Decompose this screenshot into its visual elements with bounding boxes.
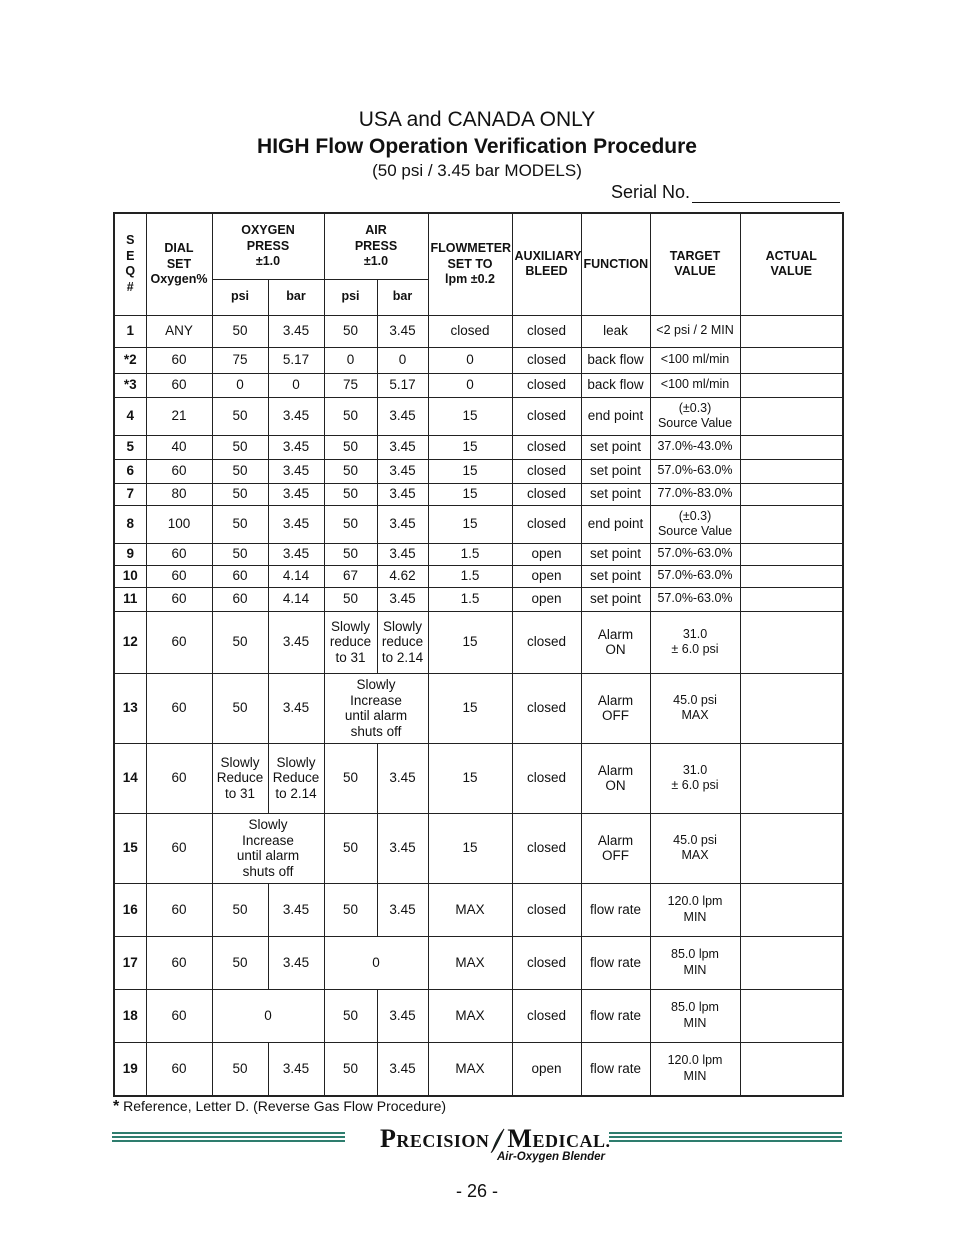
- table-row: [114, 743, 843, 813]
- oxygen-bar-cell: 3.45: [268, 435, 324, 459]
- dial-set-cell: 60: [146, 673, 212, 743]
- air-psi-cell: 50: [324, 315, 377, 347]
- table-row: [114, 347, 843, 373]
- dial-set-cell: 60: [146, 813, 212, 883]
- function-cell: back flow: [581, 373, 650, 397]
- auxiliary-bleed-cell: open: [512, 587, 581, 611]
- table-row: [114, 565, 843, 587]
- function-cell: set point: [581, 459, 650, 483]
- oxygen-psi-cell: 50: [212, 315, 268, 347]
- target-value-cell: (±0.3) Source Value: [650, 397, 740, 435]
- target-value-cell: (±0.3) Source Value: [650, 505, 740, 543]
- dial-set-cell: 60: [146, 1042, 212, 1096]
- oxygen-psi-cell: 50: [212, 1042, 268, 1096]
- title-line-3: (50 psi / 3.45 bar MODELS): [372, 161, 582, 180]
- target-value-cell: 120.0 lpm MIN: [650, 883, 740, 936]
- seq-cell: *2: [114, 347, 146, 373]
- product-subtitle: Air-Oxygen Blender: [497, 1151, 605, 1163]
- flowmeter-cell: MAX: [428, 1042, 512, 1096]
- actual-value-cell[interactable]: [740, 315, 843, 347]
- oxygen-press-cell: 0: [212, 989, 324, 1042]
- decorative-band-right: [609, 1132, 842, 1143]
- header-oxygen-press: OXYGEN PRESS ±1.0: [212, 213, 324, 279]
- header-oxygen-psi: psi: [212, 279, 268, 315]
- auxiliary-bleed-cell: closed: [512, 483, 581, 505]
- table-row: [114, 483, 843, 505]
- oxygen-bar-cell: 3.45: [268, 673, 324, 743]
- flowmeter-cell: 15: [428, 611, 512, 673]
- oxygen-bar-cell: 4.14: [268, 587, 324, 611]
- air-press-cell: Slowly Increase until alarm shuts off: [324, 673, 428, 743]
- function-cell: set point: [581, 543, 650, 565]
- oxygen-psi-cell: 0: [212, 373, 268, 397]
- serial-label: Serial No.: [611, 182, 691, 202]
- air-psi-cell: 50: [324, 813, 377, 883]
- oxygen-psi-cell: 60: [212, 587, 268, 611]
- air-psi-cell: 50: [324, 883, 377, 936]
- dial-set-cell: 40: [146, 435, 212, 459]
- auxiliary-bleed-cell: closed: [512, 989, 581, 1042]
- table-row: [114, 435, 843, 459]
- function-cell: Alarm ON: [581, 611, 650, 673]
- seq-cell: 14: [114, 743, 146, 813]
- actual-value-cell[interactable]: [740, 483, 843, 505]
- actual-value-cell[interactable]: [740, 373, 843, 397]
- table-row: [114, 611, 843, 673]
- oxygen-psi-cell: 50: [212, 543, 268, 565]
- dial-set-cell: 100: [146, 505, 212, 543]
- function-cell: flow rate: [581, 936, 650, 989]
- flowmeter-cell: 0: [428, 347, 512, 373]
- flowmeter-cell: closed: [428, 315, 512, 347]
- oxygen-psi-cell: 50: [212, 936, 268, 989]
- target-value-cell: 31.0 ± 6.0 psi: [650, 743, 740, 813]
- air-bar-cell: 3.45: [377, 435, 428, 459]
- oxygen-press-cell: Slowly Increase until alarm shuts off: [212, 813, 324, 883]
- header-air-bar: bar: [377, 279, 428, 315]
- title-line-1: USA and CANADA ONLY: [358, 108, 596, 131]
- air-psi-cell: 75: [324, 373, 377, 397]
- table-row: [114, 989, 843, 1042]
- seq-cell: 18: [114, 989, 146, 1042]
- flowmeter-cell: MAX: [428, 989, 512, 1042]
- seq-cell: 19: [114, 1042, 146, 1096]
- table-row: [114, 315, 843, 347]
- auxiliary-bleed-cell: closed: [512, 813, 581, 883]
- air-bar-cell: 3.45: [377, 397, 428, 435]
- seq-cell: 15: [114, 813, 146, 883]
- oxygen-bar-cell: 3.45: [268, 397, 324, 435]
- function-cell: set point: [581, 587, 650, 611]
- air-bar-cell: 3.45: [377, 483, 428, 505]
- seq-cell: 5: [114, 435, 146, 459]
- page-number: - 26 -: [455, 1181, 498, 1201]
- air-bar-cell: 3.45: [377, 883, 428, 936]
- target-value-cell: <100 ml/min: [650, 373, 740, 397]
- oxygen-bar-cell: 3.45: [268, 883, 324, 936]
- seq-cell: *3: [114, 373, 146, 397]
- table-row: [114, 373, 843, 397]
- actual-value-cell[interactable]: [740, 505, 843, 543]
- function-cell: Alarm OFF: [581, 813, 650, 883]
- header-actual-value: ACTUAL VALUE: [740, 213, 843, 315]
- air-psi-cell: 50: [324, 543, 377, 565]
- target-value-cell: 57.0%-63.0%: [650, 459, 740, 483]
- table-row: [114, 505, 843, 543]
- actual-value-cell[interactable]: [740, 989, 843, 1042]
- actual-value-cell[interactable]: [740, 347, 843, 373]
- oxygen-psi-cell: 60: [212, 565, 268, 587]
- target-value-cell: 45.0 psi MAX: [650, 813, 740, 883]
- header-air-press: AIR PRESS ±1.0: [324, 213, 428, 279]
- seq-cell: 9: [114, 543, 146, 565]
- flowmeter-cell: 15: [428, 813, 512, 883]
- dial-set-cell: 60: [146, 936, 212, 989]
- air-psi-cell: 50: [324, 459, 377, 483]
- header-flowmeter: FLOWMETER SET TO lpm ±0.2: [428, 213, 512, 315]
- oxygen-psi-cell: 50: [212, 611, 268, 673]
- auxiliary-bleed-cell: closed: [512, 459, 581, 483]
- header-dial-set: DIAL SET Oxygen%: [146, 213, 212, 315]
- oxygen-bar-cell: 3.45: [268, 459, 324, 483]
- oxygen-psi-cell: 50: [212, 483, 268, 505]
- air-bar-cell: 3.45: [377, 505, 428, 543]
- actual-value-cell[interactable]: [740, 936, 843, 989]
- actual-value-cell[interactable]: [740, 587, 843, 611]
- flowmeter-cell: 15: [428, 459, 512, 483]
- actual-value-cell[interactable]: [740, 397, 843, 435]
- target-value-cell: 45.0 psi MAX: [650, 673, 740, 743]
- oxygen-bar-cell: 0: [268, 373, 324, 397]
- header-oxygen-bar: bar: [268, 279, 324, 315]
- function-cell: end point: [581, 505, 650, 543]
- table-row: [114, 673, 843, 743]
- function-cell: back flow: [581, 347, 650, 373]
- air-bar-cell: 3.45: [377, 543, 428, 565]
- table-row: [114, 459, 843, 483]
- oxygen-bar-cell: 3.45: [268, 936, 324, 989]
- oxygen-bar-cell: Slowly Reduce to 2.14: [268, 743, 324, 813]
- auxiliary-bleed-cell: closed: [512, 435, 581, 459]
- oxygen-bar-cell: 3.45: [268, 611, 324, 673]
- oxygen-psi-cell: 50: [212, 397, 268, 435]
- oxygen-psi-cell: 50: [212, 883, 268, 936]
- dial-set-cell: 60: [146, 543, 212, 565]
- precision-medical-logo: PRECISION MEDICAL.: [380, 1124, 611, 1153]
- oxygen-bar-cell: 3.45: [268, 483, 324, 505]
- air-psi-cell: 50: [324, 1042, 377, 1096]
- oxygen-psi-cell: 50: [212, 673, 268, 743]
- dial-set-cell: 60: [146, 743, 212, 813]
- actual-value-cell[interactable]: [740, 543, 843, 565]
- oxygen-psi-cell: 50: [212, 435, 268, 459]
- footnote: * Reference, Letter D. (Reverse Gas Flow Procedure): [113, 1098, 447, 1115]
- function-cell: flow rate: [581, 883, 650, 936]
- flowmeter-cell: 15: [428, 483, 512, 505]
- seq-cell: 17: [114, 936, 146, 989]
- verification-table: [113, 212, 844, 1097]
- air-bar-cell: 3.45: [377, 989, 428, 1042]
- auxiliary-bleed-cell: closed: [512, 883, 581, 936]
- header-auxiliary-bleed: AUXILIARY BLEED: [512, 213, 581, 315]
- oxygen-bar-cell: 3.45: [268, 505, 324, 543]
- auxiliary-bleed-cell: closed: [512, 673, 581, 743]
- dial-set-cell: ANY: [146, 315, 212, 347]
- actual-value-cell[interactable]: [740, 673, 843, 743]
- table-row: [114, 936, 843, 989]
- air-bar-cell: 5.17: [377, 373, 428, 397]
- actual-value-cell[interactable]: [740, 565, 843, 587]
- function-cell: set point: [581, 483, 650, 505]
- dial-set-cell: 60: [146, 989, 212, 1042]
- oxygen-psi-cell: 50: [212, 505, 268, 543]
- flowmeter-cell: 15: [428, 505, 512, 543]
- oxygen-bar-cell: 3.45: [268, 543, 324, 565]
- oxygen-bar-cell: 5.17: [268, 347, 324, 373]
- feather-icon: [489, 1127, 507, 1153]
- target-value-cell: <2 psi / 2 MIN: [650, 315, 740, 347]
- auxiliary-bleed-cell: closed: [512, 743, 581, 813]
- serial-blank-line: [692, 184, 840, 203]
- table-row: [114, 1042, 843, 1096]
- air-psi-cell: 50: [324, 587, 377, 611]
- air-psi-cell: 50: [324, 397, 377, 435]
- dial-set-cell: 60: [146, 373, 212, 397]
- oxygen-bar-cell: 3.45: [268, 1042, 324, 1096]
- dial-set-cell: 60: [146, 883, 212, 936]
- air-bar-cell: 3.45: [377, 459, 428, 483]
- seq-cell: 13: [114, 673, 146, 743]
- flowmeter-cell: MAX: [428, 883, 512, 936]
- table-row: [114, 587, 843, 611]
- header-seq: S E Q #: [114, 213, 146, 315]
- seq-cell: 11: [114, 587, 146, 611]
- target-value-cell: 31.0 ± 6.0 psi: [650, 611, 740, 673]
- target-value-cell: 57.0%-63.0%: [650, 543, 740, 565]
- auxiliary-bleed-cell: closed: [512, 611, 581, 673]
- auxiliary-bleed-cell: closed: [512, 373, 581, 397]
- flowmeter-cell: 1.5: [428, 565, 512, 587]
- air-bar-cell: 3.45: [377, 813, 428, 883]
- flowmeter-cell: 15: [428, 397, 512, 435]
- table-row: [114, 543, 843, 565]
- target-value-cell: 85.0 lpm MIN: [650, 936, 740, 989]
- air-psi-cell: 67: [324, 565, 377, 587]
- oxygen-psi-cell: 75: [212, 347, 268, 373]
- function-cell: Alarm ON: [581, 743, 650, 813]
- flowmeter-cell: 1.5: [428, 587, 512, 611]
- function-cell: set point: [581, 435, 650, 459]
- target-value-cell: 77.0%-83.0%: [650, 483, 740, 505]
- target-value-cell: 120.0 lpm MIN: [650, 1042, 740, 1096]
- dial-set-cell: 80: [146, 483, 212, 505]
- seq-cell: 6: [114, 459, 146, 483]
- actual-value-cell[interactable]: [740, 883, 843, 936]
- table-row: [114, 397, 843, 435]
- serial-number-field: [611, 182, 840, 203]
- actual-value-cell[interactable]: [740, 813, 843, 883]
- flowmeter-cell: MAX: [428, 936, 512, 989]
- dial-set-cell: 21: [146, 397, 212, 435]
- dial-set-cell: 60: [146, 459, 212, 483]
- target-value-cell: <100 ml/min: [650, 347, 740, 373]
- seq-cell: 16: [114, 883, 146, 936]
- flowmeter-cell: 1.5: [428, 543, 512, 565]
- auxiliary-bleed-cell: closed: [512, 315, 581, 347]
- air-psi-cell: 50: [324, 435, 377, 459]
- auxiliary-bleed-cell: closed: [512, 936, 581, 989]
- air-bar-cell: 3.45: [377, 1042, 428, 1096]
- air-press-cell: 0: [324, 936, 428, 989]
- air-bar-cell: 3.45: [377, 743, 428, 813]
- title-line-2: HIGH Flow Operation Verification Procedure: [257, 135, 697, 158]
- oxygen-psi-cell: 50: [212, 459, 268, 483]
- auxiliary-bleed-cell: open: [512, 1042, 581, 1096]
- table-row: [114, 883, 843, 936]
- auxiliary-bleed-cell: open: [512, 543, 581, 565]
- seq-cell: 10: [114, 565, 146, 587]
- header-target-value: TARGET VALUE: [650, 213, 740, 315]
- actual-value-cell[interactable]: [740, 743, 843, 813]
- actual-value-cell[interactable]: [740, 611, 843, 673]
- air-psi-cell: 50: [324, 743, 377, 813]
- target-value-cell: 57.0%-63.0%: [650, 565, 740, 587]
- target-value-cell: 37.0%-43.0%: [650, 435, 740, 459]
- oxygen-psi-cell: Slowly Reduce to 31: [212, 743, 268, 813]
- auxiliary-bleed-cell: closed: [512, 397, 581, 435]
- header-air-psi: psi: [324, 279, 377, 315]
- air-psi-cell: 0: [324, 347, 377, 373]
- dial-set-cell: 60: [146, 611, 212, 673]
- header-function: FUNCTION: [581, 213, 650, 315]
- auxiliary-bleed-cell: closed: [512, 505, 581, 543]
- air-bar-cell: 3.45: [377, 315, 428, 347]
- auxiliary-bleed-cell: open: [512, 565, 581, 587]
- function-cell: end point: [581, 397, 650, 435]
- air-bar-cell: 4.62: [377, 565, 428, 587]
- air-psi-cell: 50: [324, 505, 377, 543]
- flowmeter-cell: 15: [428, 435, 512, 459]
- function-cell: flow rate: [581, 1042, 650, 1096]
- oxygen-bar-cell: 4.14: [268, 565, 324, 587]
- air-bar-cell: Slowly reduce to 2.14: [377, 611, 428, 673]
- flowmeter-cell: 15: [428, 743, 512, 813]
- function-cell: leak: [581, 315, 650, 347]
- actual-value-cell[interactable]: [740, 459, 843, 483]
- air-bar-cell: 3.45: [377, 587, 428, 611]
- function-cell: flow rate: [581, 989, 650, 1042]
- actual-value-cell[interactable]: [740, 1042, 843, 1096]
- flowmeter-cell: 0: [428, 373, 512, 397]
- seq-cell: 4: [114, 397, 146, 435]
- seq-cell: 12: [114, 611, 146, 673]
- air-psi-cell: Slowly reduce to 31: [324, 611, 377, 673]
- dial-set-cell: 60: [146, 565, 212, 587]
- decorative-band-left: [112, 1132, 345, 1143]
- seq-cell: 1: [114, 315, 146, 347]
- dial-set-cell: 60: [146, 347, 212, 373]
- auxiliary-bleed-cell: closed: [512, 347, 581, 373]
- oxygen-bar-cell: 3.45: [268, 315, 324, 347]
- function-cell: set point: [581, 565, 650, 587]
- dial-set-cell: 60: [146, 587, 212, 611]
- seq-cell: 8: [114, 505, 146, 543]
- table-row: [114, 813, 843, 883]
- air-psi-cell: 50: [324, 483, 377, 505]
- air-psi-cell: 50: [324, 989, 377, 1042]
- target-value-cell: 57.0%-63.0%: [650, 587, 740, 611]
- actual-value-cell[interactable]: [740, 435, 843, 459]
- target-value-cell: 85.0 lpm MIN: [650, 989, 740, 1042]
- function-cell: Alarm OFF: [581, 673, 650, 743]
- seq-cell: 7: [114, 483, 146, 505]
- air-bar-cell: 0: [377, 347, 428, 373]
- flowmeter-cell: 15: [428, 673, 512, 743]
